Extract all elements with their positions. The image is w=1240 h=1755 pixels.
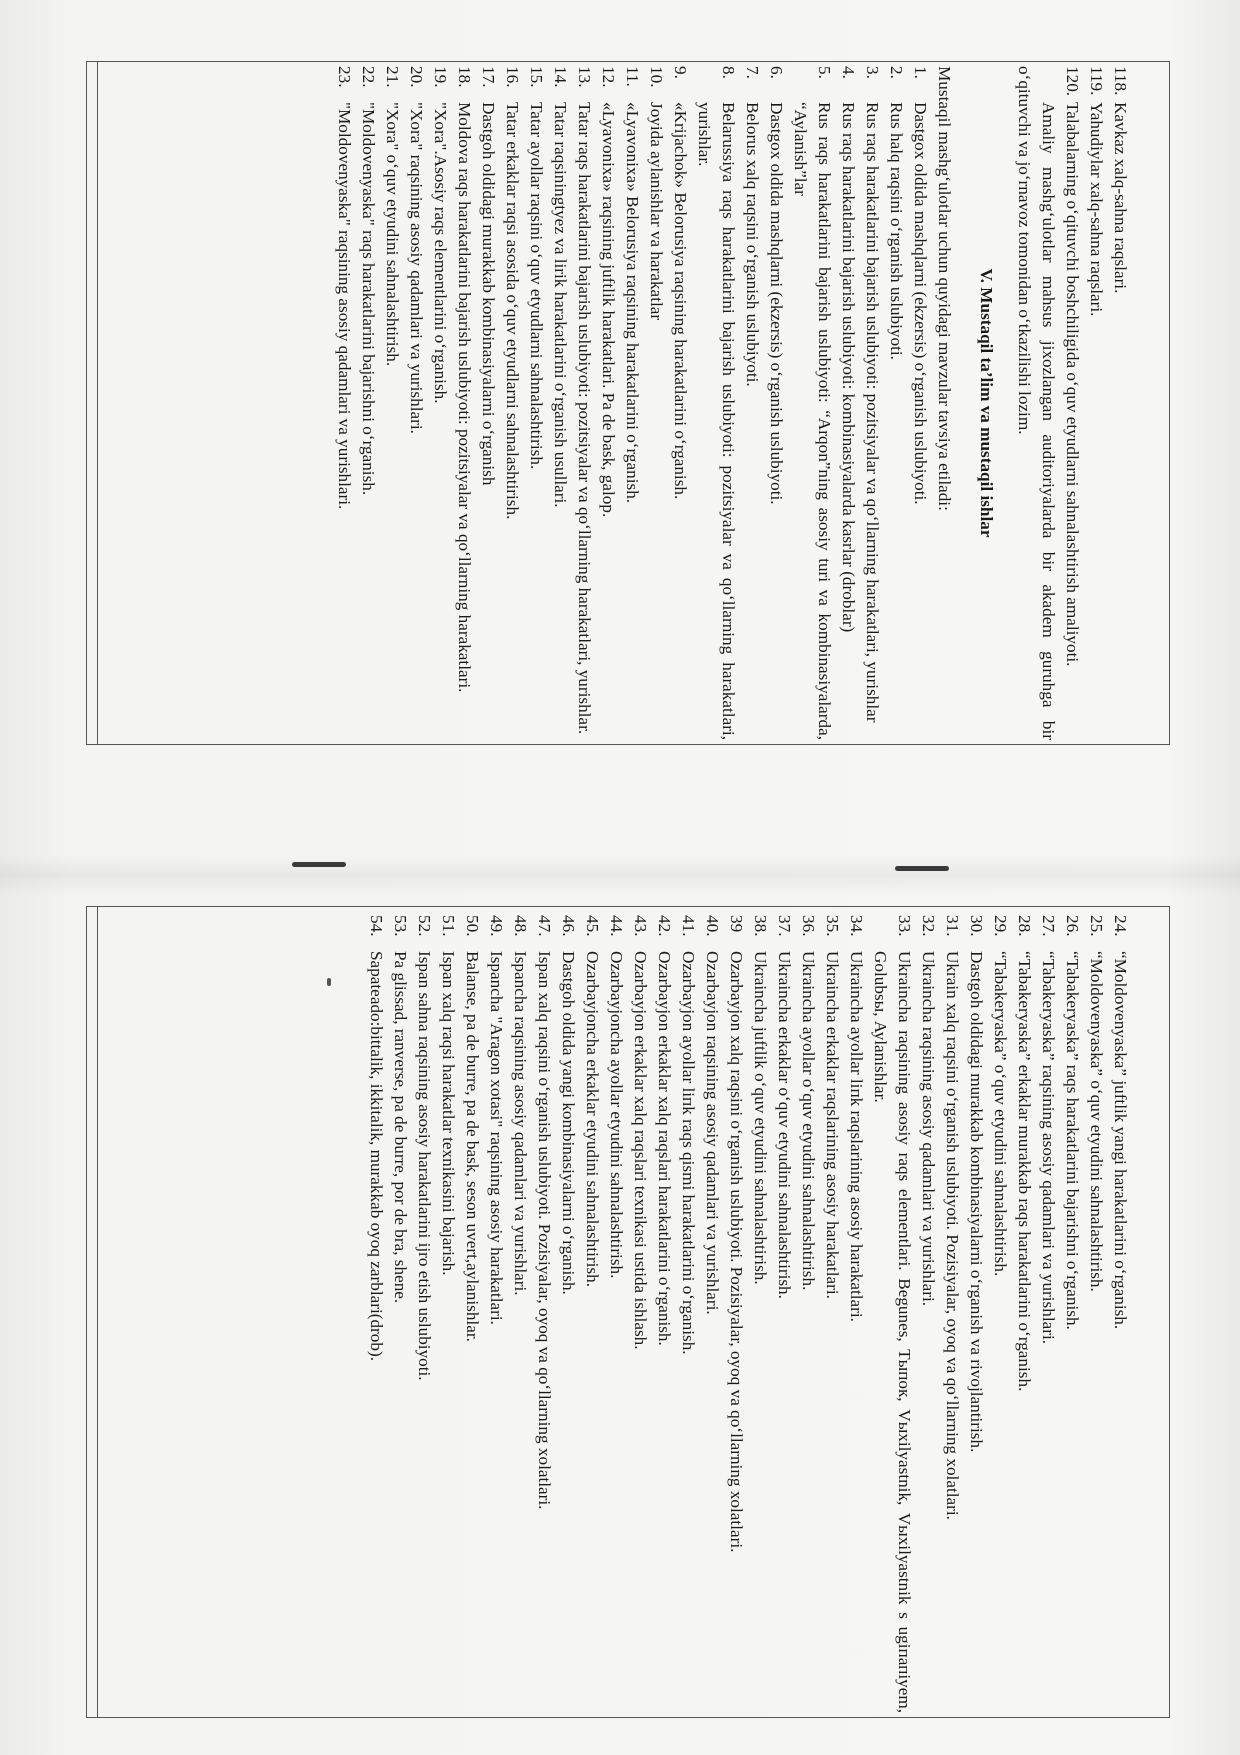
list-item: [1108, 915, 1132, 1713]
intro-text: Mustaqil mashg‘ulotlar uchun quyidagi mavzular tavsiya etiladi:: [935, 66, 954, 511]
item-text: Ozarbayjoncha ayollar etyudini sahnalashtirish.: [607, 951, 626, 1279]
list-item: [500, 66, 524, 740]
item-number: 49.: [487, 915, 506, 937]
item-number: 44.: [607, 915, 626, 937]
list-item: [428, 66, 452, 740]
item-text: Dastgox oldida mashqlarni (ekzersis) o‘rganish uslubiyoti.: [767, 102, 786, 505]
section-heading: V. Mustaqil ta’lim va mustaqil ishlar: [977, 268, 996, 538]
item-number: 34.: [847, 915, 866, 937]
item-text: Dastgoh oldidagi murakkab kombinasiyalarni o‘rganish va rivojlantirish.: [967, 951, 986, 1453]
item-text: Ukraincha erkaklar raqslarining asosiy harakatlari.: [823, 951, 842, 1299]
right-page-text: [92, 907, 1132, 1719]
item-text: Balanse, pa de burre, pa de bask, seson uvert,aylanishlar.: [463, 951, 482, 1342]
item-number: 36.: [799, 915, 818, 937]
paragraph: Amaliy mashg‘ulotlar mahsus jixozlangan auditoriyalarda bir akadem guruhga bir o‘qituvchi va jo‘rnavoz tomonidan o‘tkazilishi lozim.: [1015, 66, 1058, 740]
list-item: [476, 66, 500, 740]
list-item: [412, 915, 436, 1713]
item-text: "Xora" o‘quv etyudini sahnalashtirish.: [383, 102, 402, 367]
item-number: 8.: [719, 66, 738, 79]
topic-list: [332, 66, 932, 740]
list-item: [700, 915, 724, 1713]
list-item: [908, 66, 932, 740]
item-text: Ukraincha erkaklar o‘quv etyudini sahnalashtirish.: [775, 951, 794, 1299]
list-item: [332, 66, 356, 740]
list-item: [844, 915, 868, 1713]
item-text: "Moldovenyaska" raqsining asosiy qadamlari va yurishlari.: [335, 102, 354, 510]
item-text: “Tabakeryaska” raqsining asosiy qadamlari va yurishlari.: [1039, 951, 1058, 1345]
item-number: 23.: [335, 66, 354, 88]
item-text: Ispan sahna raqsining asosiy harakatlarini ijro etish uslubiyoti.: [415, 951, 434, 1381]
list-item: [628, 915, 652, 1713]
topic-list: [364, 915, 1132, 1713]
item-text: Tatar erkaklar raqsi asosida o‘quv etyudlarni sahnalashtirish.: [503, 102, 522, 520]
list-item: [652, 915, 676, 1713]
item-number: 21.: [383, 66, 402, 88]
item-number: 24.: [1111, 915, 1130, 937]
list-item: [764, 66, 788, 740]
item-text: Ozarbayjon xalq raqsini o‘rganish uslubiyoti. Pozisiyalar, oyoq va qo‘llarning xolatlari.: [727, 951, 746, 1553]
list-item: [620, 66, 644, 740]
item-number: 20.: [407, 66, 426, 88]
item-text: Ukraincha ayollar o‘quv etyudini sahnalashtirish.: [799, 951, 818, 1291]
left-page: [86, 61, 1170, 745]
item-number: 35.: [823, 915, 842, 937]
item-number: 5.: [815, 66, 834, 79]
item-number: 51.: [439, 915, 458, 937]
list-item: [692, 66, 740, 740]
list-item: [604, 915, 628, 1713]
item-text: Rus raqs harakatlarini bajarish uslubiyoti: pozitsiyalar va qo‘llarning harakatlari, yurishlar: [863, 102, 882, 723]
item-text: Belorus xalq raqsini o‘rganish uslubiyoti.: [743, 102, 762, 387]
list-item: [668, 66, 692, 740]
item-number: 14.: [551, 66, 570, 88]
item-number: 32.: [919, 915, 938, 937]
item-text: Tatar raqsiningtyez va lirik harakatlarini o‘rganish usullari.: [551, 102, 570, 508]
item-text: "Xora" raqsining asosiy qadamlari va yurishlari.: [407, 102, 426, 434]
item-number: 28.: [1015, 915, 1034, 937]
item-text: Rus raqs harakatlarini bajarish uslubiyoti: “Arqon”ning asosiy turi va kombinasiyalarda, “Aylanish”lar: [791, 102, 834, 740]
item-number: 50.: [463, 915, 482, 937]
item-text: “Tabakeryaska” o‘quv etyudini sahnalashtirish.: [991, 951, 1010, 1277]
item-text: Dastgoh oldidagi murakkab kombinasiyalarni o‘rganish: [479, 102, 498, 486]
item-number: 33.: [895, 915, 914, 937]
item-number: 1.: [911, 66, 930, 79]
item-text: Pa glissad, ranverse, pa de burre, por de bra, shene.: [391, 951, 410, 1304]
item-text: "Xora".Asosiy raqs elementlarini o‘rganish.: [431, 102, 450, 404]
list-item: [364, 915, 388, 1713]
list-item: [532, 915, 556, 1713]
list-item: [460, 915, 484, 1713]
item-text: Belarussiya raqs harakatlarini bajarish uslubiyoti: pozitsiyalar va qo‘llarning harakatlari, yurishlar.: [695, 102, 738, 740]
list-item: [548, 66, 572, 740]
list-item: [1084, 915, 1108, 1713]
list-item: [748, 915, 772, 1713]
item-text: "Moldovenyaska" raqs harakatlarini bajarishni o‘rganish.: [359, 102, 378, 496]
list-item: [572, 66, 596, 740]
list-item: [964, 915, 988, 1713]
item-number: 18.: [455, 66, 474, 88]
item-text: Rus halq raqsini o‘rganish uslubiyoti.: [887, 102, 906, 360]
list-item: 120. Talabalarning o‘qituvchi boshchiligida o‘quv etyudlarni sahnalashtirish amaliyoti.: [1063, 66, 1082, 667]
list-item: [508, 915, 532, 1713]
list-item: [596, 66, 620, 740]
item-text: Dastgox oldida mashqlarni (ekzersis) o‘rganish uslubiyoti.: [911, 102, 930, 505]
item-number: 40.: [703, 915, 722, 937]
item-text: «Lyavonixa» raqsining juftlik harakatlari. Pa de bask, galop.: [599, 102, 618, 518]
item-number: 48.: [511, 915, 530, 937]
item-number: 27.: [1039, 915, 1058, 937]
item-text: Ukraincha juftlik o‘quv etyudini sahnalashtirish.: [751, 951, 770, 1285]
item-text: Ukrain xalq raqsini o‘rganish uslubiyoti. Pozisiyalar, oyoq va qo‘llarning xolatlari.: [943, 951, 962, 1520]
item-text: Ispancha "Aragon xotasi" raqsining asosiy harakatlari.: [487, 951, 506, 1325]
item-text: Ispancha raqsining asosiy qadamlari va yurishlari.: [511, 951, 530, 1296]
list-item: [436, 915, 460, 1713]
item-text: Rus raqs harakatlarini bajarish uslubiyoti: kombinasiyalarda kasrlar (droblar): [839, 102, 858, 633]
item-number: 7.: [743, 66, 762, 79]
item-text: Ukraincha ayollar liпk raqslarining asosiy harakatlari.: [847, 951, 866, 1322]
item-number: 42.: [655, 915, 674, 937]
list-item: [404, 66, 428, 740]
item-number: 10.: [647, 66, 666, 88]
item-text: “Moldovenyaska” juftlik yangi harakatlarini o‘rganish.: [1111, 951, 1130, 1330]
item-number: 11.: [623, 66, 642, 87]
list-item: [1060, 915, 1084, 1713]
item-number: 16.: [503, 66, 522, 88]
staple: [895, 866, 949, 871]
item-text: “Moldovenyaska” o‘quv etyudini sahnalashtirish.: [1087, 951, 1106, 1292]
list-item: [388, 915, 412, 1713]
item-number: 4.: [839, 66, 858, 79]
item-number: 37.: [775, 915, 794, 937]
item-text: Ozarbayjon raqsining asosiy qadamlari va yurishlari.: [703, 951, 722, 1315]
list-item: [676, 915, 700, 1713]
list-item: [556, 915, 580, 1713]
list-item: [884, 66, 908, 740]
item-text: “Tabakeryaska” erkaklar murakkab raqs harakatlarini o‘rganish.: [1015, 951, 1034, 1392]
right-page: [86, 906, 1170, 1718]
item-number: 31.: [943, 915, 962, 937]
item-text: Ukraincha raqsining asosiy qadamlari va yurishlari.: [919, 951, 938, 1307]
item-number: 52.: [415, 915, 434, 937]
item-number: 22.: [359, 66, 378, 88]
item-text: Tatar raqs harakatlarini bajarish uslubiyoti: pozitsiyalar va qo‘llarning harakatlari, yurishlar.: [575, 102, 594, 735]
list-item: [860, 66, 884, 740]
item-number: 41.: [679, 915, 698, 937]
list-item: [524, 66, 548, 740]
list-item: [644, 66, 668, 740]
list-item: [868, 915, 916, 1713]
left-page-text: [92, 62, 1132, 746]
item-text: Joyida aylanishlar va harakatlar: [647, 102, 666, 321]
item-number: 19.: [431, 66, 450, 88]
item-number: 3.: [863, 66, 882, 79]
item-number: 17.: [479, 66, 498, 88]
item-number: 9.: [671, 66, 690, 79]
item-text: Ispan xalq raqsi harakatlar texnikasini bajarish.: [439, 951, 458, 1276]
item-text: “Tabakeryaska” raqs harakatlarini bajarishni o‘rganish.: [1063, 951, 1082, 1330]
list-item: [796, 915, 820, 1713]
item-number: 6.: [767, 66, 786, 79]
item-text: Dastgoh oldida yangi kombinasiyalarni o‘rganish.: [559, 951, 578, 1295]
item-number: 29.: [991, 915, 1010, 937]
item-text: «Lyavonixa» Belorusiya raqsining harakatlarini o‘rganish.: [623, 102, 642, 504]
item-number: 2.: [887, 66, 906, 79]
list-item: [1012, 915, 1036, 1713]
item-number: 26.: [1063, 915, 1082, 937]
list-item: [484, 915, 508, 1713]
item-text: Moldova raqs harakatlarini bajarish uslubiyoti: pozitsiyalar va qo‘llarning harakatlari.: [455, 102, 474, 693]
item-text: Ukraincha raqsining asosiy raqs elementlari. Begunes, Tыпок, Vыхilyastnik, Vыхilyastnik s ugiпапiyem, Golubsы, Aylanishlar.: [871, 951, 914, 1713]
item-number: 25.: [1087, 915, 1106, 937]
item-text: Ozarbayjon ayollar liпk raqs qismi harakatlarini o‘rganish.: [679, 951, 698, 1355]
item-text: «Krijachok» Belorusiya raqsining harakatlarini o‘rganish.: [671, 102, 690, 500]
list-item: [772, 915, 796, 1713]
list-item: [1036, 915, 1060, 1713]
list-item: [580, 915, 604, 1713]
item-text: Sapateado:bittalik, ikkitalik, murakkab oyoq zarblari(drob).: [367, 951, 386, 1361]
item-number: 13.: [575, 66, 594, 88]
list-item: [356, 66, 380, 740]
item-number: 46.: [559, 915, 578, 937]
page-fold: [0, 855, 1240, 895]
item-number: 30.: [967, 915, 986, 937]
item-number: 47.: [535, 915, 554, 937]
item-text: Tatar ayollar raqsini o‘quv etyudlarni sahnalashtirish.: [527, 102, 546, 470]
item-number: 39: [727, 915, 746, 933]
item-number: 53.: [391, 915, 410, 937]
item-number: 54.: [367, 915, 386, 937]
list-item: [988, 915, 1012, 1713]
item-text: Ozarbayjon erkaklar xalq raqslari harakatlarini o‘rganish.: [655, 951, 674, 1346]
list-item: [820, 915, 844, 1713]
item-number: 15.: [527, 66, 546, 88]
list-item: 118. Kavkaz xalq-sahna raqslari.: [1111, 66, 1130, 294]
item-text: Ozarbayjon erkaklar xalq raqslari texnikasi ustida ishlash.: [631, 951, 650, 1350]
item-number: 12.: [599, 66, 618, 88]
item-text: Ispan xalq raqsini o‘rganish uslubiyoti. Pozisiyalar, oyoq va qo‘llarning xolatlari.: [535, 951, 554, 1510]
item-text: Ozarbayjoncha erkaklar etyudini sahnalashtirish.: [583, 951, 602, 1287]
list-item: [916, 915, 940, 1713]
list-item: [452, 66, 476, 740]
list-item: [724, 915, 748, 1713]
item-number: 38.: [751, 915, 770, 937]
list-item: [940, 915, 964, 1713]
list-item: [740, 66, 764, 740]
list-item: 119. Yahudiylar xalq-sahna raqslari.: [1087, 66, 1106, 317]
item-number: 43.: [631, 915, 650, 937]
list-item: [380, 66, 404, 740]
list-item: [788, 66, 836, 740]
item-number: 45.: [583, 915, 602, 937]
list-item: [836, 66, 860, 740]
staple: [292, 862, 346, 867]
